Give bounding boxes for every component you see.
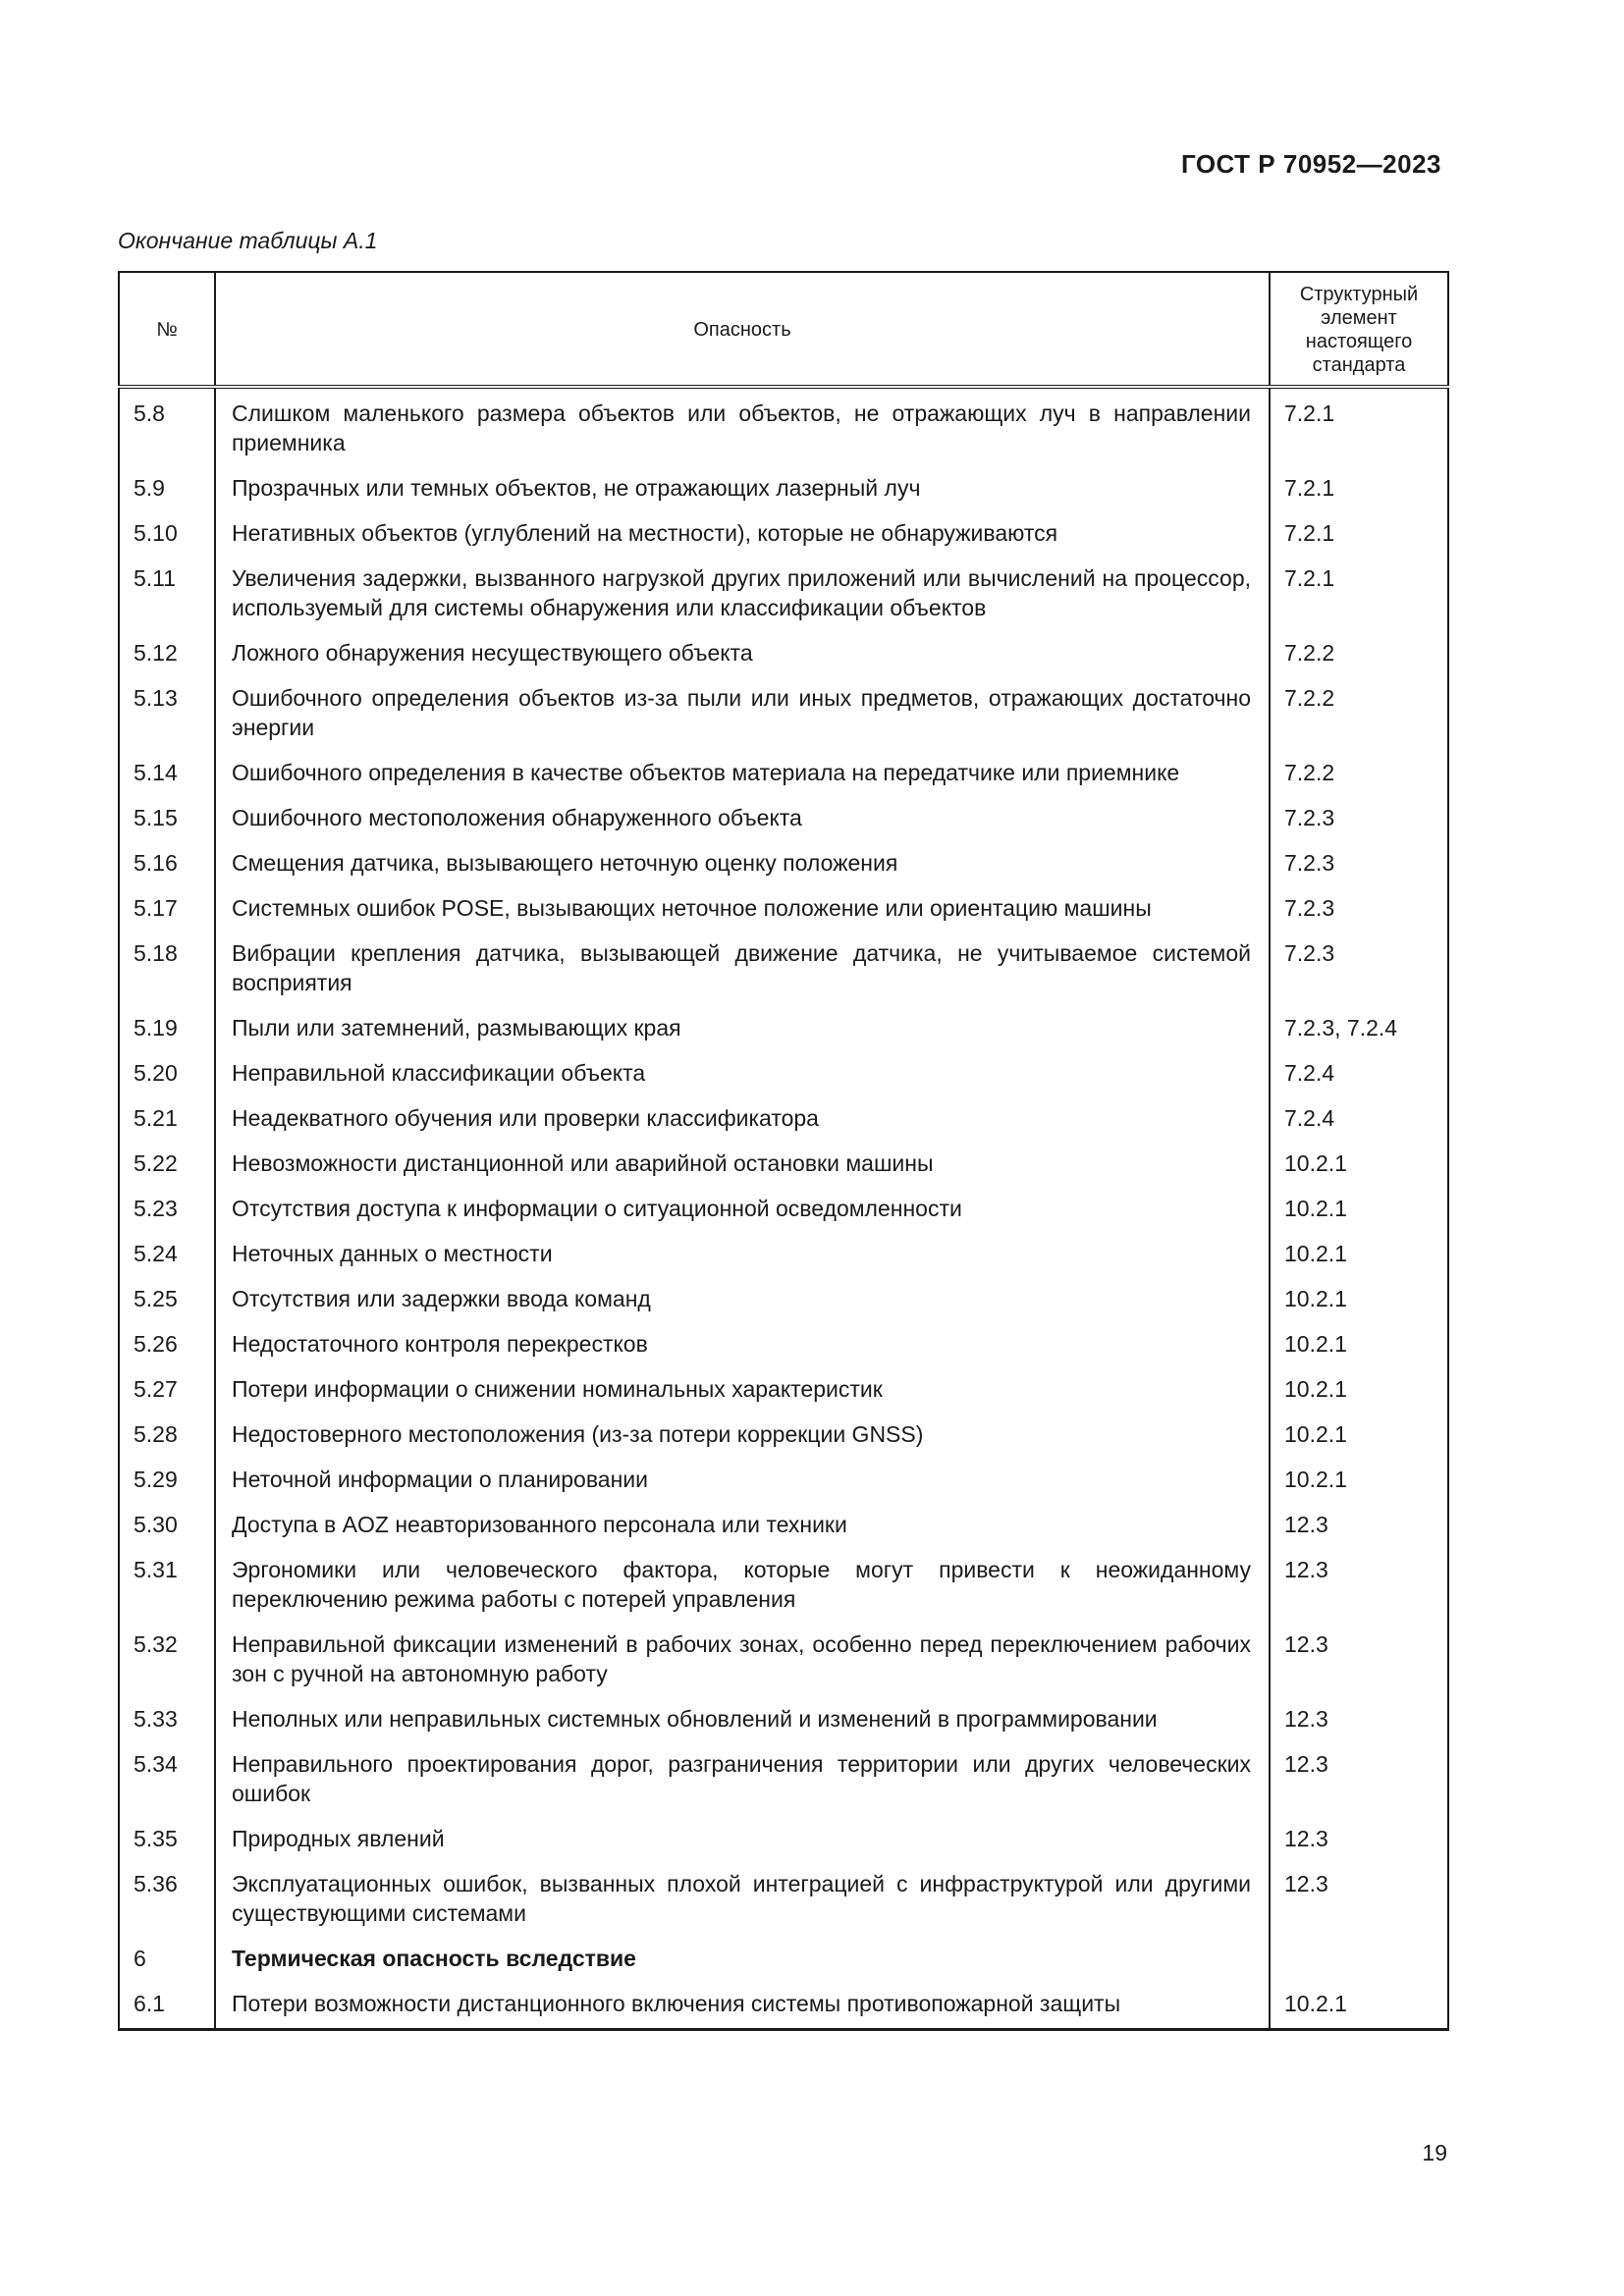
column-header-hazard: Опасность — [215, 272, 1270, 387]
row-hazard-cell: Неточных данных о местности — [215, 1233, 1270, 1278]
row-reference-cell: 12.3 — [1270, 1549, 1448, 1624]
row-number-cell: 5.22 — [119, 1143, 215, 1188]
row-number-cell: 6.1 — [119, 1983, 215, 2030]
row-hazard-cell: Неправильной классификации объекта — [215, 1052, 1270, 1097]
row-reference-cell: 12.3 — [1270, 1863, 1448, 1938]
table-row — [119, 1097, 1448, 1143]
row-hazard-cell: Ошибочного местоположения обнаруженного объекта — [215, 797, 1270, 842]
table-row — [119, 1983, 1448, 2030]
row-number-cell: 5.35 — [119, 1818, 215, 1863]
row-number-cell: 5.13 — [119, 677, 215, 752]
row-hazard-cell: Доступа в AOZ неавторизованного персонала или техники — [215, 1504, 1270, 1549]
table-row — [119, 467, 1448, 512]
row-hazard-cell: Пыли или затемнений, размывающих края — [215, 1007, 1270, 1052]
row-hazard-cell: Неточной информации о планировании — [215, 1459, 1270, 1504]
row-reference-cell: 7.2.2 — [1270, 632, 1448, 677]
row-hazard-cell: Недостоверного местоположения (из-за потери коррекции GNSS) — [215, 1414, 1270, 1459]
row-number-cell: 5.17 — [119, 887, 215, 933]
row-reference-cell: 7.2.1 — [1270, 467, 1448, 512]
row-number-cell: 5.25 — [119, 1278, 215, 1323]
row-reference-cell: 10.2.1 — [1270, 1143, 1448, 1188]
row-hazard-cell: Вибрации крепления датчика, вызывающей движение датчика, не учитываемое системой восприятия — [215, 933, 1270, 1007]
table-row — [119, 1143, 1448, 1188]
table-row — [119, 752, 1448, 797]
row-number-cell: 5.27 — [119, 1368, 215, 1414]
row-reference-cell: 7.2.1 — [1270, 512, 1448, 558]
row-hazard-cell: Увеличения задержки, вызванного нагрузкой других приложений или вычислений на процессор, используемый для системы обнаружения или классификации объектов — [215, 558, 1270, 632]
row-hazard-cell: Негативных объектов (углублений на местности), которые не обнаруживаются — [215, 512, 1270, 558]
row-reference-cell: 12.3 — [1270, 1504, 1448, 1549]
row-number-cell: 5.14 — [119, 752, 215, 797]
row-hazard-cell: Отсутствия или задержки ввода команд — [215, 1278, 1270, 1323]
row-number-cell: 5.29 — [119, 1459, 215, 1504]
row-number-cell: 5.31 — [119, 1549, 215, 1624]
row-number-cell: 5.24 — [119, 1233, 215, 1278]
row-number-cell: 5.8 — [119, 387, 215, 467]
table-row — [119, 677, 1448, 752]
table-row — [119, 512, 1448, 558]
table-row — [119, 887, 1448, 933]
table-row — [119, 1368, 1448, 1414]
column-header-reference: Структурный элемент настоящего стандарта — [1270, 272, 1448, 387]
row-number-cell: 5.10 — [119, 512, 215, 558]
table-row — [119, 1323, 1448, 1368]
row-reference-cell: 7.2.4 — [1270, 1052, 1448, 1097]
row-number-cell: 5.12 — [119, 632, 215, 677]
table-row — [119, 1818, 1448, 1863]
row-hazard-cell: Ошибочного определения в качестве объектов материала на передатчике или приемнике — [215, 752, 1270, 797]
table-row — [119, 1504, 1448, 1549]
row-reference-cell: 7.2.4 — [1270, 1097, 1448, 1143]
row-reference-cell: 7.2.3, 7.2.4 — [1270, 1007, 1448, 1052]
row-hazard-cell: Невозможности дистанционной или аварийной остановки машины — [215, 1143, 1270, 1188]
table-row — [119, 1007, 1448, 1052]
row-reference-cell: 12.3 — [1270, 1624, 1448, 1698]
row-reference-cell — [1270, 1938, 1448, 1983]
row-number-cell: 5.28 — [119, 1414, 215, 1459]
row-reference-cell: 12.3 — [1270, 1818, 1448, 1863]
row-hazard-cell: Слишком маленького размера объектов или объектов, не отражающих луч в направлении приемника — [215, 387, 1270, 467]
table-row — [119, 1233, 1448, 1278]
row-reference-cell: 7.2.1 — [1270, 387, 1448, 467]
table-row — [119, 1052, 1448, 1097]
row-reference-cell: 10.2.1 — [1270, 1368, 1448, 1414]
table-row — [119, 558, 1448, 632]
row-number-cell: 5.19 — [119, 1007, 215, 1052]
table-row — [119, 1549, 1448, 1624]
hazard-table — [118, 271, 1449, 2031]
row-reference-cell: 12.3 — [1270, 1743, 1448, 1818]
page-number: 19 — [1422, 2140, 1447, 2165]
row-hazard-cell: Потери информации о снижении номинальных характеристик — [215, 1368, 1270, 1414]
table-row — [119, 1863, 1448, 1938]
row-hazard-cell: Неадекватного обучения или проверки классификатора — [215, 1097, 1270, 1143]
row-number-cell: 5.15 — [119, 797, 215, 842]
row-reference-cell: 7.2.3 — [1270, 842, 1448, 887]
row-reference-cell: 12.3 — [1270, 1698, 1448, 1743]
table-row — [119, 842, 1448, 887]
table-row — [119, 387, 1448, 467]
document-code: ГОСТ Р 70952—2023 — [1180, 149, 1441, 179]
table-row — [119, 797, 1448, 842]
table-row — [119, 1188, 1448, 1233]
row-hazard-cell: Эксплуатационных ошибок, вызванных плохой интеграцией с инфраструктурой или другими существующими системами — [215, 1863, 1270, 1938]
table-row — [119, 1743, 1448, 1818]
row-reference-cell: 10.2.1 — [1270, 1983, 1448, 2030]
row-number-cell: 6 — [119, 1938, 215, 1983]
table-row — [119, 933, 1448, 1007]
table-row — [119, 1278, 1448, 1323]
row-hazard-cell: Ложного обнаружения несуществующего объекта — [215, 632, 1270, 677]
row-reference-cell: 10.2.1 — [1270, 1414, 1448, 1459]
row-reference-cell: 10.2.1 — [1270, 1323, 1448, 1368]
table-row — [119, 1459, 1448, 1504]
row-hazard-cell: Природных явлений — [215, 1818, 1270, 1863]
row-hazard-cell: Эргономики или человеческого фактора, которые могут привести к неожиданному переключению режима работы с потерей управления — [215, 1549, 1270, 1624]
row-number-cell: 5.23 — [119, 1188, 215, 1233]
row-reference-cell: 7.2.2 — [1270, 752, 1448, 797]
row-hazard-cell: Потери возможности дистанционного включения системы противопожарной защиты — [215, 1983, 1270, 2030]
row-number-cell: 5.16 — [119, 842, 215, 887]
row-number-cell: 5.32 — [119, 1624, 215, 1698]
row-hazard-cell: Термическая опасность вследствие — [215, 1938, 1270, 1983]
table-row — [119, 1414, 1448, 1459]
row-reference-cell: 10.2.1 — [1270, 1278, 1448, 1323]
row-reference-cell: 10.2.1 — [1270, 1459, 1448, 1504]
row-number-cell: 5.11 — [119, 558, 215, 632]
row-hazard-cell: Отсутствия доступа к информации о ситуационной осведомленности — [215, 1188, 1270, 1233]
row-hazard-cell: Смещения датчика, вызывающего неточную оценку положения — [215, 842, 1270, 887]
row-hazard-cell: Системных ошибок POSE, вызывающих неточное положение или ориентацию машины — [215, 887, 1270, 933]
row-number-cell: 5.21 — [119, 1097, 215, 1143]
row-hazard-cell: Неправильного проектирования дорог, разграничения территории или других человеческих ошибок — [215, 1743, 1270, 1818]
row-number-cell: 5.34 — [119, 1743, 215, 1818]
row-reference-cell: 10.2.1 — [1270, 1188, 1448, 1233]
row-number-cell: 5.26 — [119, 1323, 215, 1368]
row-number-cell: 5.20 — [119, 1052, 215, 1097]
row-hazard-cell: Прозрачных или темных объектов, не отражающих лазерный луч — [215, 467, 1270, 512]
row-reference-cell: 7.2.3 — [1270, 797, 1448, 842]
table-header-row — [119, 272, 1448, 387]
table-row — [119, 632, 1448, 677]
row-number-cell: 5.9 — [119, 467, 215, 512]
row-hazard-cell: Ошибочного определения объектов из-за пыли или иных предметов, отражающих достаточно энергии — [215, 677, 1270, 752]
row-reference-cell: 7.2.3 — [1270, 887, 1448, 933]
row-number-cell: 5.33 — [119, 1698, 215, 1743]
row-reference-cell: 7.2.2 — [1270, 677, 1448, 752]
column-header-number: № — [119, 272, 215, 387]
table-header — [119, 272, 1448, 387]
row-reference-cell: 7.2.3 — [1270, 933, 1448, 1007]
row-number-cell: 5.36 — [119, 1863, 215, 1938]
row-reference-cell: 7.2.1 — [1270, 558, 1448, 632]
table-row — [119, 1698, 1448, 1743]
table-row — [119, 1624, 1448, 1698]
row-hazard-cell: Неправильной фиксации изменений в рабочих зонах, особенно перед переключением рабочих зон с ручной на автономную работу — [215, 1624, 1270, 1698]
table-section-row — [119, 1938, 1448, 1983]
row-hazard-cell: Недостаточного контроля перекрестков — [215, 1323, 1270, 1368]
table-caption: Окончание таблицы А.1 — [118, 228, 378, 253]
row-hazard-cell: Неполных или неправильных системных обновлений и изменений в программировании — [215, 1698, 1270, 1743]
row-reference-cell: 10.2.1 — [1270, 1233, 1448, 1278]
row-number-cell: 5.30 — [119, 1504, 215, 1549]
row-number-cell: 5.18 — [119, 933, 215, 1007]
table-body — [119, 387, 1448, 2030]
